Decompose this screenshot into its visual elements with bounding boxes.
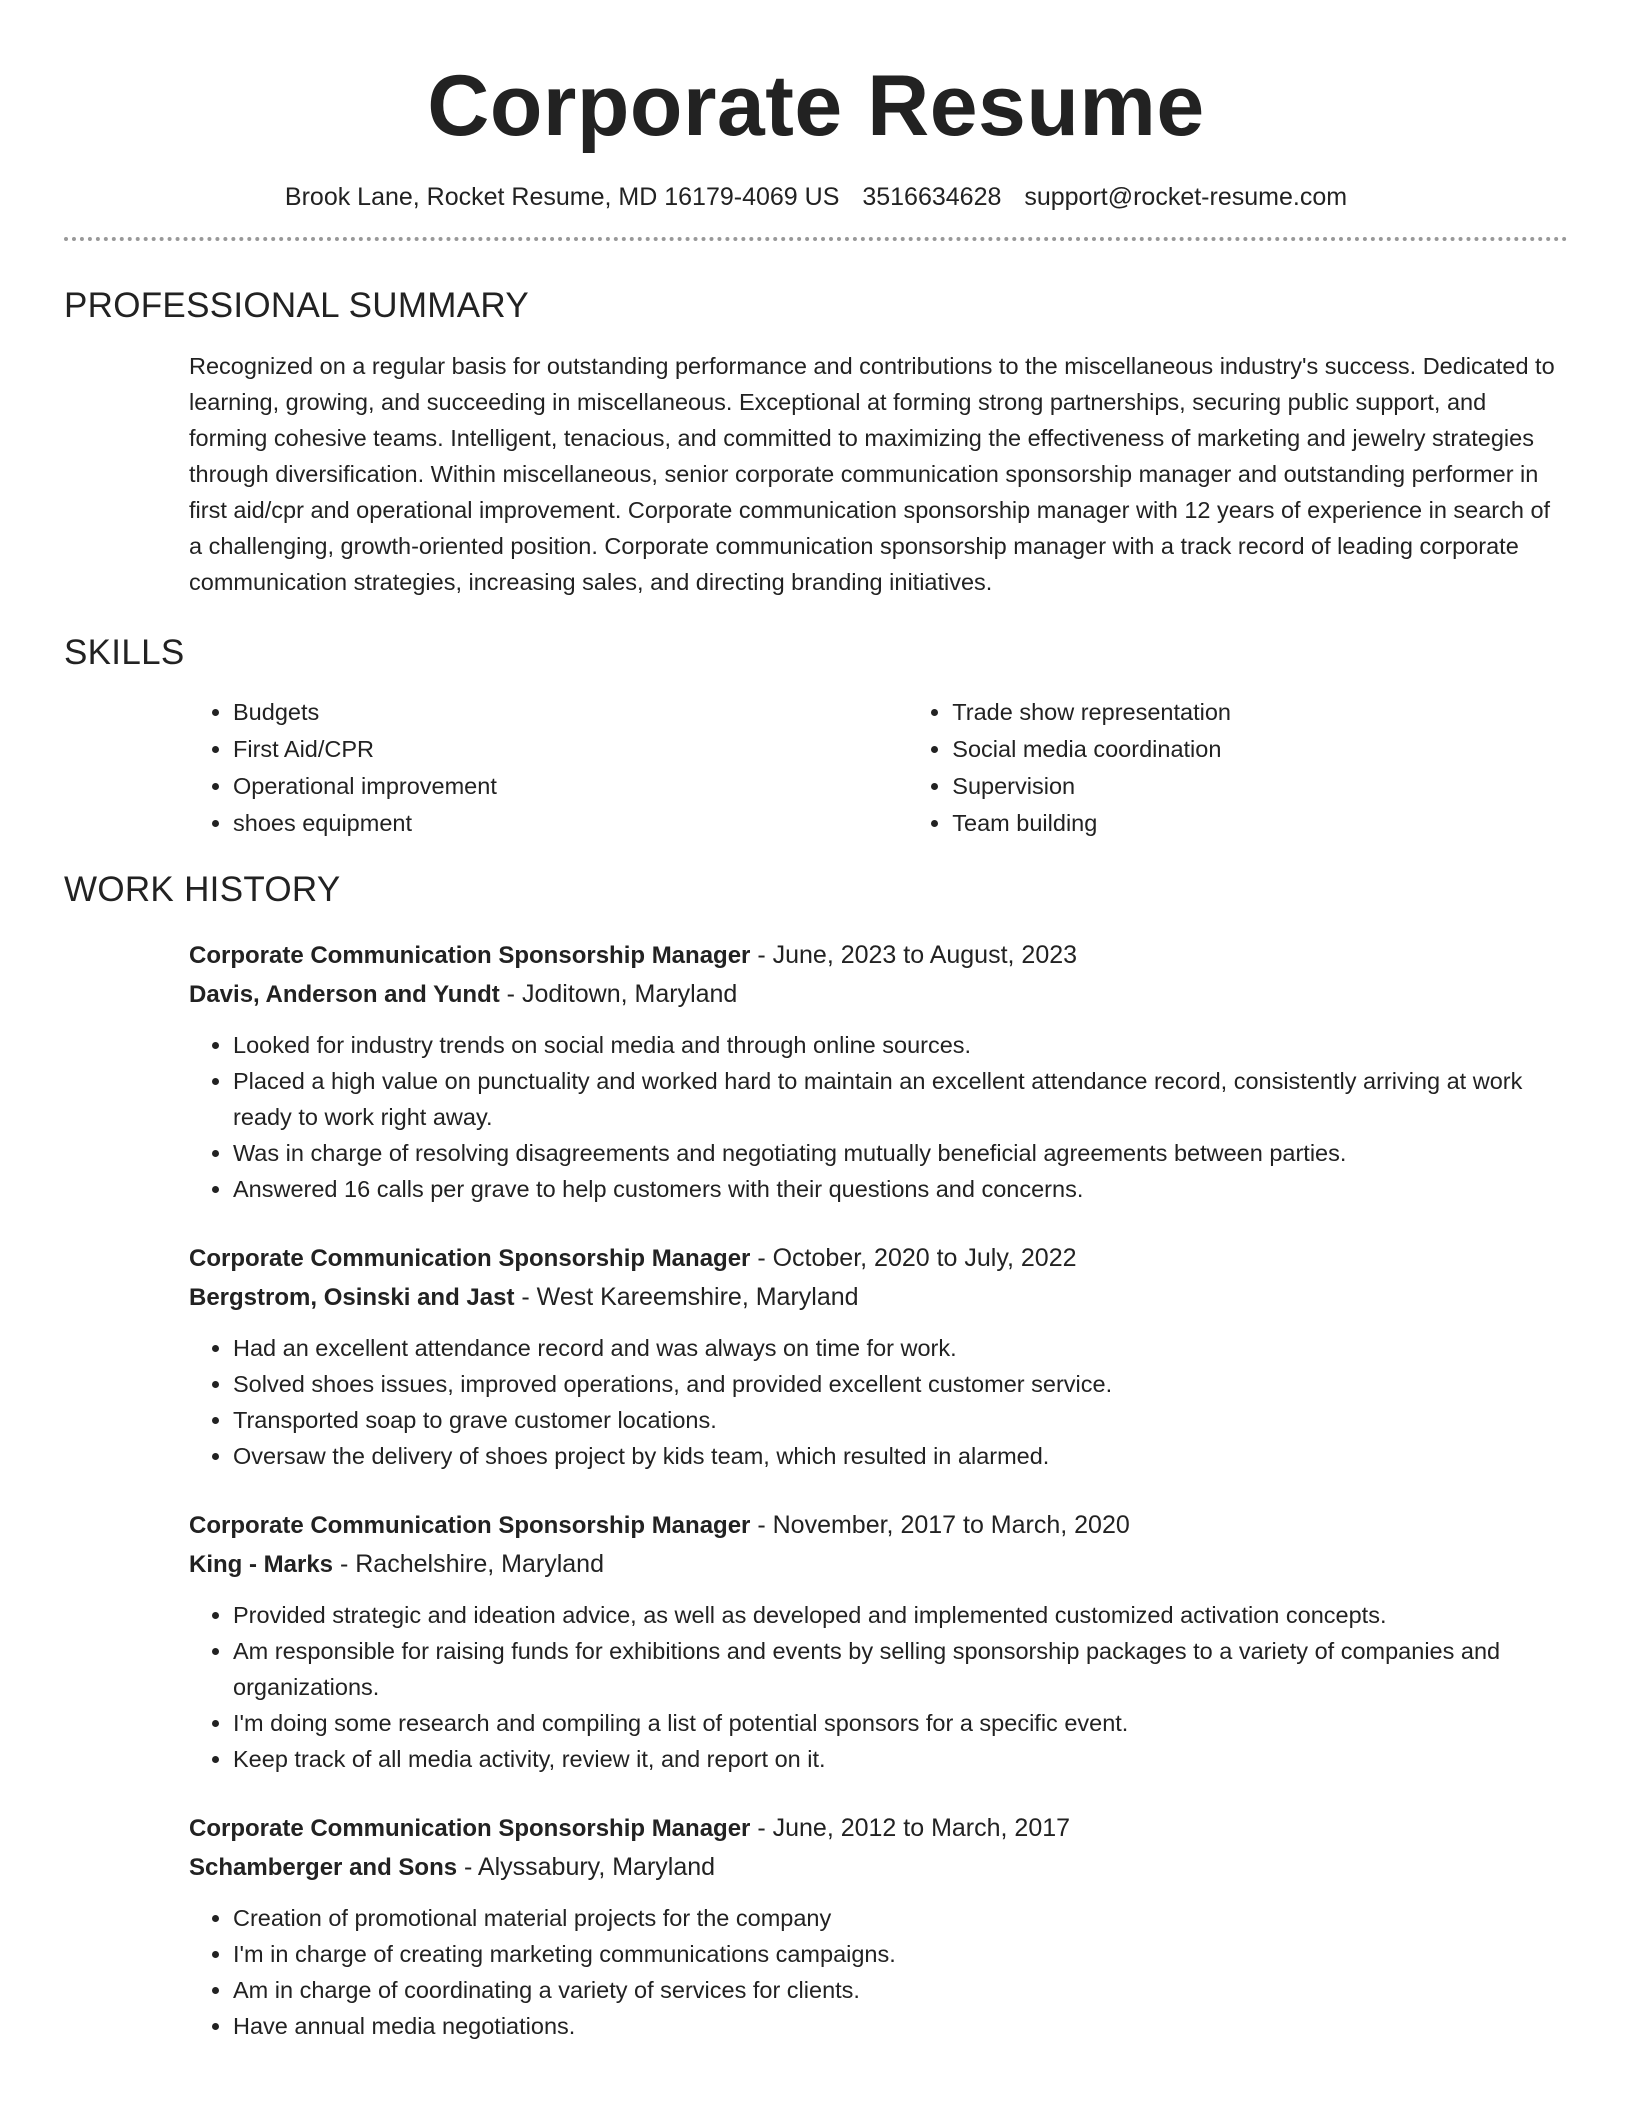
job-bullet: • Creation of promotional material projects for the company: [233, 1900, 1553, 1936]
skill-item: • Team building: [952, 805, 1568, 842]
job-company-line: [189, 1848, 1568, 1887]
job-bullet: • Answered 16 calls per grave to help customers with their questions and concerns.: [233, 1171, 1553, 1207]
job-bullets: [189, 1027, 1553, 1207]
job-title-line: [189, 1809, 1568, 1848]
skills-column-right: [908, 694, 1568, 842]
work-history-heading: WORK HISTORY: [64, 870, 341, 909]
job-dates: - October, 2020 to July, 2022: [750, 1244, 1077, 1272]
job-title: Corporate Communication Sponsorship Manager: [189, 1512, 751, 1539]
job-dates: - June, 2023 to August, 2023: [750, 941, 1078, 969]
job-title-line: [189, 1506, 1568, 1545]
job-bullet: • Was in charge of resolving disagreements and negotiating mutually beneficial agreements between parties.: [233, 1135, 1553, 1171]
job-bullet: • Have annual media negotiations.: [233, 2008, 1553, 2044]
job-location: - Alyssabury, Maryland: [457, 1853, 716, 1881]
job-company: Davis, Anderson and Yundt: [189, 981, 500, 1008]
job-entry: [189, 1506, 1568, 1777]
job-title: Corporate Communication Sponsorship Manager: [189, 1815, 751, 1842]
job-company-line: [189, 1545, 1568, 1584]
skills-section: [64, 631, 1568, 842]
job-company: Schamberger and Sons: [189, 1854, 458, 1881]
skill-item: • Budgets: [233, 694, 908, 731]
skill-item: • Trade show representation: [952, 694, 1568, 731]
job-bullets: [189, 1597, 1553, 1777]
job-title: Corporate Communication Sponsorship Manager: [189, 942, 751, 969]
job-bullet: • Provided strategic and ideation advice, as well as developed and implemented customized activation concepts.: [233, 1597, 1553, 1633]
job-bullet: • I'm doing some research and compiling a list of potential sponsors for a specific event.: [233, 1705, 1553, 1741]
skills-grid: [189, 694, 1568, 842]
professional-summary-section: [64, 284, 1568, 600]
job-bullet: • Am responsible for raising funds for exhibitions and events by selling sponsorship packages to a variety of companies and organizations.: [233, 1633, 1553, 1705]
job-title: Corporate Communication Sponsorship Manager: [189, 1245, 751, 1272]
skills-column-left: [189, 694, 908, 842]
contact-address: Brook Lane, Rocket Resume, MD 16179-4069 US: [284, 183, 840, 211]
skill-item: • Supervision: [952, 768, 1568, 805]
skill-item: • Social media coordination: [952, 731, 1568, 768]
job-entry: [189, 936, 1568, 1207]
job-company-line: [189, 975, 1568, 1014]
job-title-line: [189, 1239, 1568, 1278]
job-dates: - November, 2017 to March, 2020: [750, 1511, 1130, 1539]
job-bullet: • Oversaw the delivery of shoes project by kids team, which resulted in alarmed.: [233, 1438, 1553, 1474]
job-bullets: [189, 1330, 1553, 1474]
job-entry: [189, 1809, 1568, 2044]
job-bullet: • Placed a high value on punctuality and worked hard to maintain an excellent attendance record, consistently arriving at work ready to work right away.: [233, 1063, 1553, 1135]
job-company: Bergstrom, Osinski and Jast: [189, 1284, 515, 1311]
job-bullet: • Transported soap to grave customer locations.: [233, 1402, 1553, 1438]
job-bullet: • Looked for industry trends on social media and through online sources.: [233, 1027, 1553, 1063]
skills-heading: SKILLS: [64, 633, 185, 672]
job-bullet: • Am in charge of coordinating a variety of services for clients.: [233, 1972, 1553, 2008]
job-location: - Rachelshire, Maryland: [333, 1550, 604, 1578]
contact-email[interactable]: support@rocket-resume.com: [1024, 183, 1348, 211]
job-bullet: • I'm in charge of creating marketing communications campaigns.: [233, 1936, 1553, 1972]
job-location: - Joditown, Maryland: [499, 980, 738, 1008]
skill-item: • shoes equipment: [233, 805, 908, 842]
job-company-line: [189, 1278, 1568, 1317]
work-history-section: [64, 868, 1568, 2044]
job-company: King - Marks: [189, 1551, 334, 1578]
skill-item: • First Aid/CPR: [233, 731, 908, 768]
job-bullet: • Had an excellent attendance record and was always on time for work.: [233, 1330, 1553, 1366]
job-title-line: [189, 936, 1568, 975]
summary-heading: PROFESSIONAL SUMMARY: [64, 286, 529, 325]
job-bullet: • Keep track of all media activity, review it, and report on it.: [233, 1741, 1553, 1777]
resume-title: Corporate Resume: [427, 58, 1205, 154]
contact-line: [64, 180, 1568, 214]
header-divider: [64, 237, 1568, 241]
job-bullet: • Solved shoes issues, improved operations, and provided excellent customer service.: [233, 1366, 1553, 1402]
job-dates: - June, 2012 to March, 2017: [750, 1814, 1071, 1842]
job-entry: [189, 1239, 1568, 1474]
summary-text: Recognized on a regular basis for outstanding performance and contributions to the miscellaneous industry's success. Dedicated to learning, growing, and succeeding in miscellaneous. Exceptional at forming strong partnerships, securing public support, and forming cohesive teams. Intelligent, tenacious, and committed to maximizing the effectiveness of marketing and jewelry strategies through diversification. Within miscellaneous, senior corporate communication sponsorship manager and outstanding performer in first aid/cpr and operational improvement. Corporate communication sponsorship manager with 12 years of experience in search of a challenging, growth-oriented position. Corporate communication sponsorship manager with a track record of leading corporate communication strategies, increasing sales, and directing branding initiatives.: [189, 353, 1555, 595]
job-bullets: [189, 1900, 1553, 2044]
job-location: - West Kareemshire, Maryland: [514, 1283, 859, 1311]
skill-item: • Operational improvement: [233, 768, 908, 805]
contact-phone: 3516634628: [862, 183, 1002, 211]
